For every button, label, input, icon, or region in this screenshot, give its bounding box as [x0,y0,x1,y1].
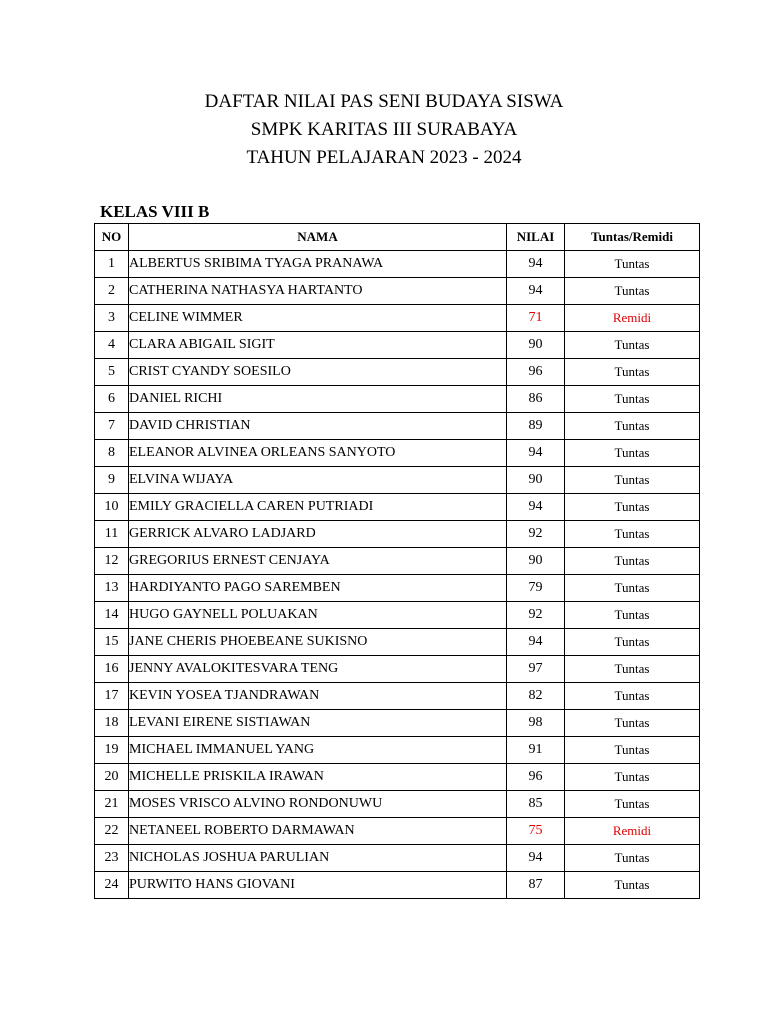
student-status: Tuntas [565,359,700,386]
student-score: 94 [507,845,565,872]
grades-table [94,223,700,899]
table-row [95,494,700,521]
student-status: Tuntas [565,629,700,656]
student-name: MICHELLE PRISKILA IRAWAN [129,764,507,791]
table-row [95,791,700,818]
student-status: Tuntas [565,656,700,683]
student-name: CELINE WIMMER [129,305,507,332]
student-status: Tuntas [565,737,700,764]
student-status: Tuntas [565,386,700,413]
table-row [95,332,700,359]
table-header-row [95,224,700,251]
student-name: KEVIN YOSEA TJANDRAWAN [129,683,507,710]
student-name: GREGORIUS ERNEST CENJAYA [129,548,507,575]
row-number: 14 [95,602,129,629]
title-line-3: TAHUN PELAJARAN 2023 - 2024 [246,147,522,168]
student-score: 79 [507,575,565,602]
table-row [95,548,700,575]
table-row [95,683,700,710]
student-name: LEVANI EIRENE SISTIAWAN [129,710,507,737]
table-row [95,764,700,791]
row-number: 24 [95,872,129,899]
column-header-name: NAMA [129,224,507,251]
student-score: 90 [507,467,565,494]
student-name: NICHOLAS JOSHUA PARULIAN [129,845,507,872]
student-score: 75 [507,818,565,845]
column-header-score: NILAI [507,224,565,251]
student-score: 96 [507,359,565,386]
student-score: 92 [507,602,565,629]
student-status: Tuntas [565,710,700,737]
student-score: 94 [507,278,565,305]
row-number: 7 [95,413,129,440]
table-row [95,440,700,467]
row-number: 8 [95,440,129,467]
student-score: 97 [507,656,565,683]
student-status: Remidi [565,305,700,332]
student-score: 87 [507,872,565,899]
row-number: 17 [95,683,129,710]
row-number: 10 [95,494,129,521]
table-row [95,413,700,440]
student-score: 71 [507,305,565,332]
student-status: Tuntas [565,791,700,818]
table-row [95,575,700,602]
row-number: 12 [95,548,129,575]
student-status: Tuntas [565,602,700,629]
student-name: HARDIYANTO PAGO SAREMBEN [129,575,507,602]
row-number: 2 [95,278,129,305]
student-status: Tuntas [565,548,700,575]
student-status: Tuntas [565,494,700,521]
table-row [95,386,700,413]
table-row [95,656,700,683]
column-header-no: NO [95,224,129,251]
student-status: Tuntas [565,332,700,359]
student-status: Tuntas [565,521,700,548]
title-line-2: SMPK KARITAS III SURABAYA [250,119,518,140]
row-number: 4 [95,332,129,359]
table-row [95,521,700,548]
table-row [95,359,700,386]
student-score: 86 [507,386,565,413]
row-number: 19 [95,737,129,764]
document-title [0,88,768,172]
student-status: Tuntas [565,413,700,440]
student-name: DAVID CHRISTIAN [129,413,507,440]
student-name: MOSES VRISCO ALVINO RONDONUWU [129,791,507,818]
student-score: 92 [507,521,565,548]
row-number: 15 [95,629,129,656]
student-score: 91 [507,737,565,764]
table-body [95,251,700,899]
column-header-status: Tuntas/Remidi [565,224,700,251]
table-row [95,737,700,764]
student-name: CLARA ABIGAIL SIGIT [129,332,507,359]
student-score: 94 [507,494,565,521]
student-status: Tuntas [565,251,700,278]
class-label: KELAS VIII B [100,202,210,221]
student-name: GERRICK ALVARO LADJARD [129,521,507,548]
student-name: CATHERINA NATHASYA HARTANTO [129,278,507,305]
student-score: 98 [507,710,565,737]
student-status: Tuntas [565,872,700,899]
student-score: 96 [507,764,565,791]
table-row [95,467,700,494]
student-name: PURWITO HANS GIOVANI [129,872,507,899]
student-name: JANE CHERIS PHOEBEANE SUKISNO [129,629,507,656]
row-number: 16 [95,656,129,683]
student-score: 94 [507,629,565,656]
title-line-1: DAFTAR NILAI PAS SENI BUDAYA SISWA [204,91,564,112]
table-row [95,305,700,332]
student-score: 82 [507,683,565,710]
student-name: CRIST CYANDY SOESILO [129,359,507,386]
student-score: 89 [507,413,565,440]
table-row [95,278,700,305]
student-name: HUGO GAYNELL POLUAKAN [129,602,507,629]
row-number: 18 [95,710,129,737]
row-number: 3 [95,305,129,332]
row-number: 9 [95,467,129,494]
row-number: 13 [95,575,129,602]
table-row [95,602,700,629]
student-name: ALBERTUS SRIBIMA TYAGA PRANAWA [129,251,507,278]
table-row [95,710,700,737]
student-status: Tuntas [565,764,700,791]
student-score: 94 [507,251,565,278]
row-number: 20 [95,764,129,791]
student-name: EMILY GRACIELLA CAREN PUTRIADI [129,494,507,521]
student-status: Tuntas [565,440,700,467]
student-name: JENNY AVALOKITESVARA TENG [129,656,507,683]
row-number: 6 [95,386,129,413]
row-number: 11 [95,521,129,548]
row-number: 23 [95,845,129,872]
student-score: 85 [507,791,565,818]
student-name: DANIEL RICHI [129,386,507,413]
row-number: 5 [95,359,129,386]
table-row [95,818,700,845]
row-number: 1 [95,251,129,278]
row-number: 21 [95,791,129,818]
student-status: Tuntas [565,575,700,602]
student-score: 94 [507,440,565,467]
student-name: ELEANOR ALVINEA ORLEANS SANYOTO [129,440,507,467]
student-name: MICHAEL IMMANUEL YANG [129,737,507,764]
student-score: 90 [507,332,565,359]
student-status: Remidi [565,818,700,845]
student-status: Tuntas [565,683,700,710]
student-name: NETANEEL ROBERTO DARMAWAN [129,818,507,845]
table-row [95,629,700,656]
row-number: 22 [95,818,129,845]
student-status: Tuntas [565,467,700,494]
student-name: ELVINA WIJAYA [129,467,507,494]
table-row [95,251,700,278]
student-status: Tuntas [565,845,700,872]
student-status: Tuntas [565,278,700,305]
table-row [95,845,700,872]
student-score: 90 [507,548,565,575]
table-row [95,872,700,899]
